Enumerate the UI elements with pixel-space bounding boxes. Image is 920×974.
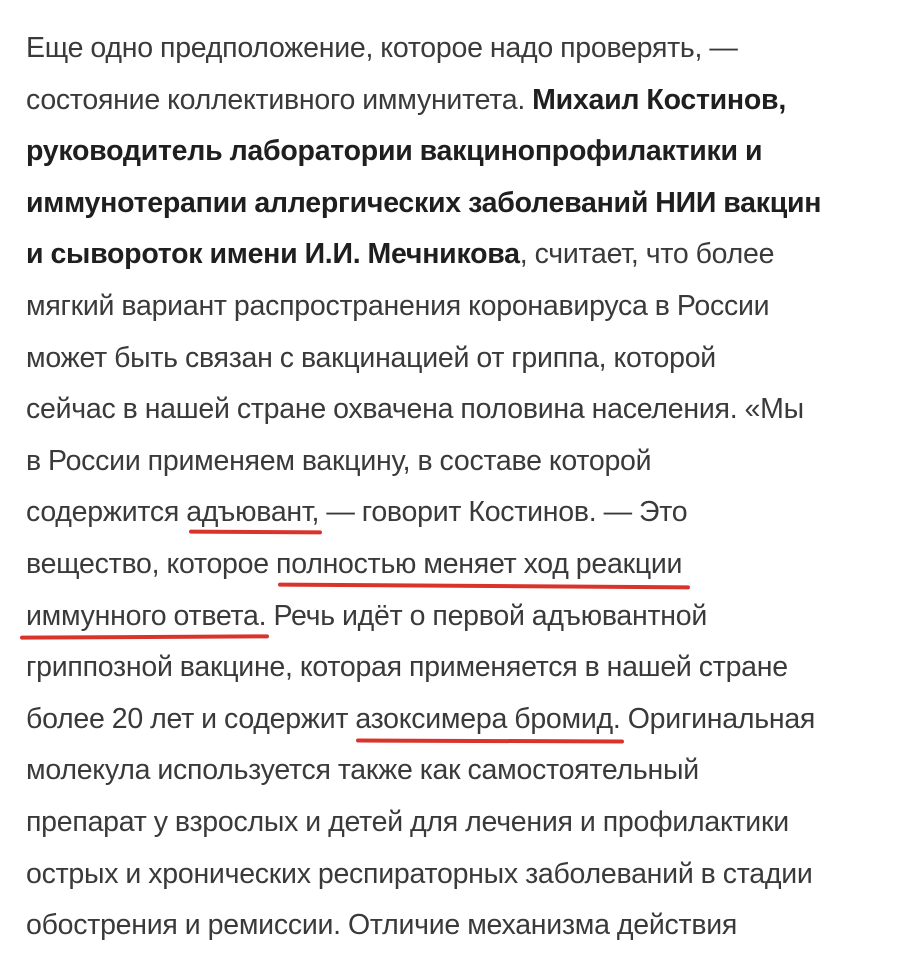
paragraph-line — [26, 281, 906, 333]
paragraph-line — [26, 126, 906, 178]
paragraph-line — [26, 539, 906, 591]
text-segment: острых и хронических респираторных заболеваний в стадии — [26, 857, 813, 890]
expert-name-bold: Михаил Костинов, — [532, 83, 786, 116]
red-underline-marker — [278, 582, 690, 589]
expert-title-bold: руководитель лаборатории вакцинопрофилактики и — [26, 135, 763, 168]
text-segment: Еще одно предположение, которое надо проверять, — — [26, 32, 738, 64]
paragraph-line — [26, 694, 906, 746]
paragraph-line — [26, 849, 906, 901]
text-segment: , считает, что более — [519, 238, 775, 271]
text-segment: вещество, которое — [26, 547, 269, 580]
text-segment: обострения и ремиссии. Отличие механизма действия — [26, 909, 738, 942]
underlined-text: иммунного ответа — [26, 599, 259, 632]
underlined-phrase-immune-response — [26, 591, 259, 643]
underlined-phrase-azoximer — [355, 694, 620, 746]
text-segment: сейчас в нашей стране охвачена половина населения. «Мы — [26, 393, 804, 426]
text-segment: содержится — [26, 496, 180, 529]
underlined-phrase-immune-reaction — [276, 539, 682, 591]
text-segment: молекула используется также как самостоятельный — [26, 754, 699, 787]
paragraph-line — [26, 487, 906, 539]
text-segment: мягкий вариант распространения коронавируса в России — [26, 289, 770, 322]
expert-institute-bold: и сывороток имени И.И. Мечникова — [26, 238, 520, 271]
text-segment: состояние коллективного иммунитета. — [26, 83, 525, 116]
text-segment: . Речь идёт о первой адъювантной — [258, 599, 708, 632]
paragraph-line — [26, 23, 906, 75]
paragraph-line — [26, 745, 906, 797]
text-segment: более 20 лет и содержит — [26, 702, 349, 735]
underlined-phrase-adjuvant — [186, 487, 319, 539]
text-segment: в России применяем вакцину, в составе которой — [26, 444, 652, 477]
text-segment: может быть связан с вакцинацией от гриппа, которой — [26, 341, 716, 374]
paragraph-line — [26, 900, 906, 952]
paragraph-line — [26, 642, 906, 694]
expert-title-bold: иммунотерапии аллергических заболеваний НИИ вакцин — [26, 186, 822, 219]
text-segment: гриппозной вакцине, которая применяется в нашей стране — [26, 651, 788, 684]
red-underline-marker — [189, 530, 322, 535]
underlined-text: азоксимера бромид. — [355, 702, 621, 735]
paragraph-line — [26, 333, 906, 385]
text-segment: Оригинальная — [627, 702, 816, 735]
paragraph-line — [26, 178, 906, 230]
paragraph-line — [26, 436, 906, 488]
text-segment: — говорит Костинов. — Это — [326, 496, 688, 529]
paragraph-line — [26, 384, 906, 436]
paragraph-line — [26, 75, 906, 127]
red-underline-marker — [20, 634, 269, 639]
paragraph-line — [26, 797, 906, 849]
article-body — [26, 23, 906, 952]
underlined-text: адъювант, — [186, 496, 320, 529]
red-underline-marker — [356, 738, 624, 743]
text-segment: препарат у взрослых и детей для лечения и профилактики — [26, 805, 789, 838]
underlined-text: полностью меняет ход реакции — [276, 547, 683, 580]
paragraph-line — [26, 229, 906, 281]
paragraph-line — [26, 591, 906, 643]
